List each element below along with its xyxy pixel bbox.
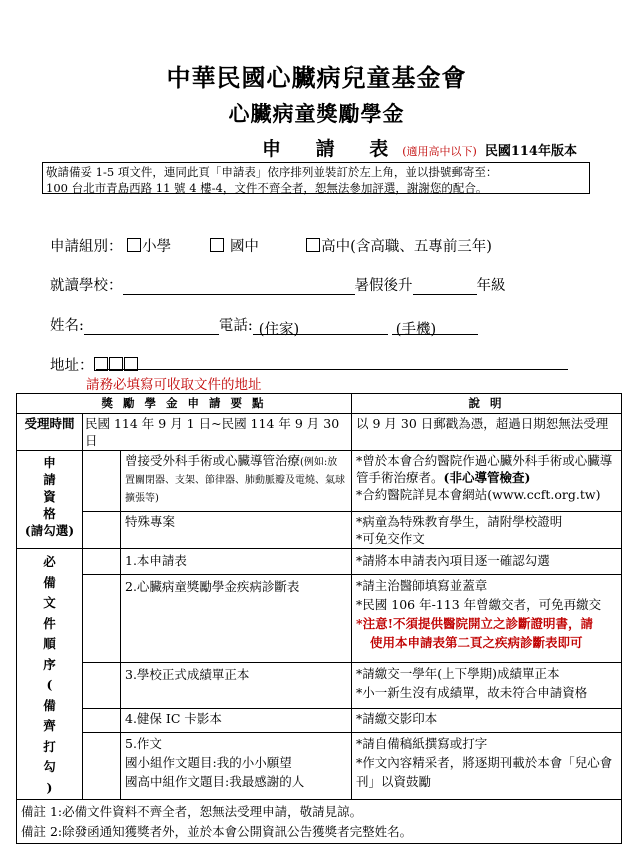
group-option-elementary: 小學 — [142, 239, 172, 255]
doc-checkbox-2[interactable] — [83, 574, 121, 663]
doc-checkbox-5[interactable] — [83, 732, 121, 799]
col-header-notes: 說 明 — [352, 394, 622, 414]
doc-2-notes: *請主治醫師填寫並蓋章 *民國 106 年-113 年曾繳交者，可免再繳交 *注意!不須提供醫院開立之診斷證明書，請 使用本申請表第二頁之疾病診斷表即可 — [352, 574, 622, 663]
doc-checkbox-1[interactable] — [83, 549, 121, 575]
eligibility-checkbox-special[interactable] — [83, 512, 121, 549]
doc-2-warning-2: 使用本申請表第二頁之疾病診斷表即可 — [370, 634, 583, 650]
group-option-senior: 高中(含高職、五專前三年) — [321, 239, 492, 255]
doc-1: 1.本申請表 — [121, 549, 352, 575]
form-title: 申 請 表 — [262, 138, 403, 160]
group-checkbox-elementary[interactable] — [127, 238, 141, 252]
phone-home-label: (住家) — [258, 322, 300, 338]
grade-prefix: 暑假後升 — [354, 278, 413, 294]
col-header-requirements: 獎 勵 學 金 申 請 要 點 — [17, 394, 352, 414]
phone-mobile-label: (手機) — [395, 322, 437, 338]
doc-2-warning-1: *注意!不須提供醫院開立之診斷證明書，請 — [356, 615, 594, 631]
eligibility-row-1 — [17, 451, 622, 512]
school-field[interactable] — [123, 278, 355, 295]
doc-5-notes: *請自備稿紙撰寫或打字 *作文內容精采者，將逐期刊載於本會「兒心會刊」以資鼓勵 — [352, 732, 622, 799]
address-label: 地址： — [50, 358, 94, 374]
name-field[interactable] — [84, 318, 219, 335]
group-checkbox-senior[interactable] — [306, 238, 320, 252]
requirements-table — [16, 393, 622, 844]
doc-row-3 — [17, 663, 622, 709]
org-name: 中華民國心臟病兒童基金會 — [166, 63, 467, 92]
doc-row-5 — [17, 732, 622, 799]
eligibility-checkbox-surgery[interactable] — [83, 451, 121, 512]
group-checkbox-junior[interactable] — [210, 238, 224, 252]
address-note: 請務必填寫可收取文件的地址 — [86, 377, 262, 393]
grade-field[interactable] — [413, 278, 477, 295]
remark-2: 備註 2:除發函通知獲獎者外，並於本會公開資訊公告獲獎者完整姓名。 — [21, 824, 413, 839]
eligibility-row-2 — [17, 512, 622, 549]
table-header-row — [17, 394, 622, 414]
documents-label: 必 備 文 件 順 序 ( 備 齊 打 勾 ) — [17, 549, 83, 800]
period-row — [17, 414, 622, 451]
doc-3-notes: *請繳交一學年(上下學期)成績單正本 *小一新生沒有成績單，故未符合申請資格 — [352, 663, 622, 709]
notice-box — [42, 162, 590, 194]
remarks — [17, 800, 622, 844]
doc-row-1 — [17, 549, 622, 575]
eligibility-label: 申 請 資 格 (請勾選) — [17, 451, 83, 549]
program-name: 心臟病童獎勵學金 — [228, 101, 405, 126]
name-phone-row — [50, 314, 478, 338]
phone-mobile-field[interactable] — [392, 318, 478, 338]
form-scope: (適用高中以下) — [402, 145, 477, 158]
eligibility-surgery-main: 曾接受外科手術或心臟導管治療 — [125, 453, 301, 468]
doc-3: 3.學校正式成績單正本 — [121, 663, 352, 709]
notice-line-2: 100 台北市青島西路 11 號 4 樓-4，文件不齊全者，恕無法參加評選，謝謝您的配合。 — [46, 181, 488, 195]
phone-label: 電話: — [218, 318, 253, 334]
remark-1: 備註 1:必備文件資料不齊全者，恕無法受理申請，敬請見諒。 — [21, 804, 363, 819]
remarks-row — [17, 800, 622, 844]
eligibility-surgery — [121, 451, 352, 512]
eligibility-special-notes: *病童為特殊教育學生，請附學校證明 *可免交作文 — [352, 512, 622, 549]
address-field[interactable] — [96, 369, 568, 370]
doc-row-2 — [17, 574, 622, 663]
doc-2: 2.心臟病童獎勵學金疾病診斷表 — [121, 574, 352, 663]
grade-suffix: 年級 — [476, 278, 506, 294]
doc-4-note: *請繳交影印本 — [352, 709, 622, 733]
eligibility-surgery-notes: *曾於本會合約醫院作過心臟外科手術或心臟導管手術治療者。(非心導管檢查) *合約醫院詳見本會網站(www.ccft.org.tw) — [352, 451, 622, 512]
eligibility-surgery-examples: (例如:放置關閉器、支架、節律器、肺動脈瓣及電燒、氣球擴張等) — [125, 457, 345, 504]
group-label: 申請組別： — [50, 239, 123, 255]
doc-4: 4.健保 IC 卡影本 — [121, 709, 352, 733]
doc-checkbox-4[interactable] — [83, 709, 121, 733]
doc-1-note: *請將本申請表內項目逐一確認勾選 — [352, 549, 622, 575]
group-row — [50, 235, 492, 256]
phone-home-field[interactable] — [253, 318, 388, 338]
period-value: 民國 114 年 9 月 1 日~民國 114 年 9 月 30 日 — [83, 414, 352, 451]
notice-line-1: 敬請備妥 1-5 項文件，連同此頁「申請表」依序排列並裝訂於左上角，並以掛號郵寄至： — [46, 165, 498, 179]
period-label: 受理時間 — [17, 414, 83, 451]
eligibility-special: 特殊專案 — [121, 512, 352, 549]
period-note: 以 9 月 30 日郵戳為憑，超過日期恕無法受理 — [352, 414, 622, 451]
form-title-line — [262, 134, 577, 161]
doc-checkbox-3[interactable] — [83, 663, 121, 709]
school-row — [50, 274, 506, 295]
doc-5: 5.作文 國小組作文題目:我的小小願望 國高中組作文題目:我最感謝的人 — [121, 732, 352, 799]
group-option-junior: 國中 — [229, 239, 259, 255]
doc-row-4 — [17, 709, 622, 733]
address-row — [50, 354, 139, 375]
name-label: 姓名: — [50, 318, 84, 334]
form-version: 民國114年版本 — [484, 144, 577, 159]
school-label: 就讀學校： — [50, 278, 123, 294]
